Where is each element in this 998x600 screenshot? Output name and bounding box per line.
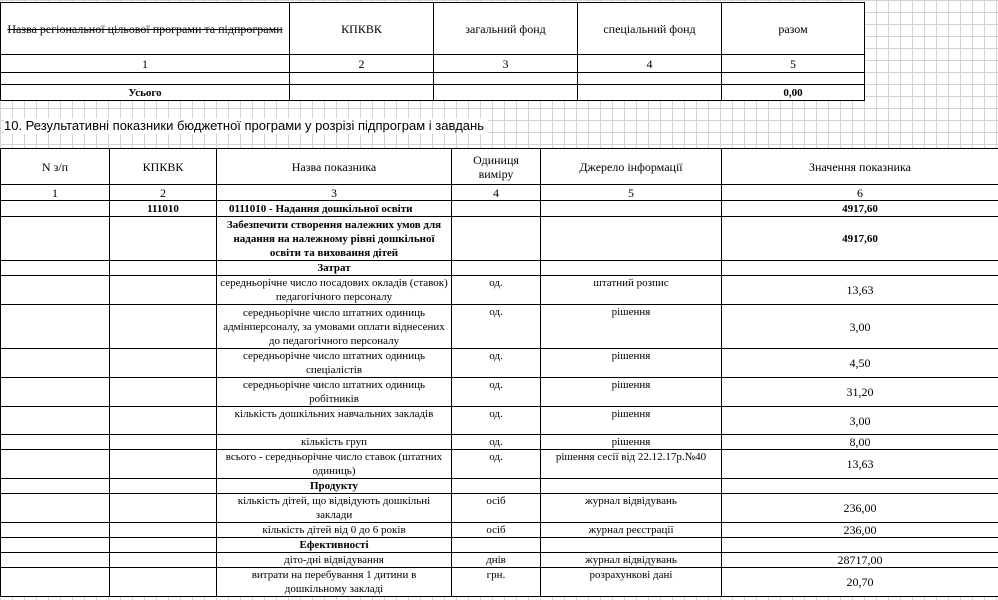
header-kpkvk: КПКВК [290,3,434,55]
empty-cell [1,276,110,305]
indicator-source: рішення [541,305,722,349]
empty-cell [110,523,217,538]
indicator-value: 3,00 [722,305,998,349]
col-number: 5 [722,55,865,73]
indicator-name: середньорічне число штатних одиниць спеціалістів [217,349,452,378]
indicator-source: розрахункові дані [541,568,722,597]
group-product: Продукту [217,479,452,494]
empty-cell [578,73,722,85]
empty-cell [110,568,217,597]
indicator-name: середньорічне число штатних одиниць адмінперсоналу, за умовами оплати віднесених до педагогічного персоналу [217,305,452,349]
performance-indicators-table [0,148,998,597]
empty-cell [1,538,110,553]
empty-cell [541,479,722,494]
empty-cell [434,73,578,85]
indicator-value: 3,00 [722,407,998,435]
col-number: 3 [217,185,452,201]
empty-cell [1,261,110,276]
indicator-name: всього - середньорічне число ставок (штатних одиниць) [217,450,452,479]
empty-cell [1,201,110,217]
indicator-source: журнал реєстрації [541,523,722,538]
col-number: 3 [434,55,578,73]
header-kpkvk: КПКВК [110,149,217,185]
empty-cell [722,538,998,553]
total-label: Усього [1,85,290,101]
indicator-value: 4,50 [722,349,998,378]
empty-cell [290,85,434,101]
empty-cell [110,349,217,378]
empty-cell [290,73,434,85]
indicator-name: діто-дні відвідування [217,553,452,568]
indicator-value: 28717,00 [722,553,998,568]
empty-cell [722,479,998,494]
empty-cell [1,450,110,479]
empty-cell [110,450,217,479]
col-number: 5 [541,185,722,201]
empty-cell [452,261,541,276]
indicator-unit: од. [452,407,541,435]
indicator-name: середньорічне число штатних одиниць робітників [217,378,452,407]
indicator-value: 8,00 [722,435,998,450]
task-value: 4917,60 [722,217,998,261]
empty-cell [1,568,110,597]
empty-cell [1,479,110,494]
header-program-name: Назва регіональної цільової програми та підпрограми [1,3,290,55]
indicator-unit: осіб [452,494,541,523]
empty-cell [578,85,722,101]
program-code: 111010 [110,201,217,217]
section-10-title: 10. Результативні показники бюджетної програми у розрізі підпрограм і завдань [4,118,488,134]
indicator-unit: од. [452,305,541,349]
empty-cell [541,261,722,276]
program-name: 0111010 - Надання дошкільної освіти [217,201,452,217]
indicator-name: витрати на перебування 1 дитини в дошкільному закладі [217,568,452,597]
indicator-unit: од. [452,435,541,450]
empty-cell [1,553,110,568]
indicator-value: 31,20 [722,378,998,407]
empty-cell [452,538,541,553]
col-number: 2 [110,185,217,201]
header-indicator-name: Назва показника [217,149,452,185]
indicator-value: 13,63 [722,276,998,305]
indicator-source: рішення [541,349,722,378]
empty-cell [110,538,217,553]
indicator-source: рішення [541,407,722,435]
empty-cell [110,305,217,349]
empty-cell [110,494,217,523]
empty-cell [110,407,217,435]
col-number: 4 [578,55,722,73]
header-total: разом [722,3,865,55]
header-general-fund: загальний фонд [434,3,578,55]
indicator-value: 13,63 [722,450,998,479]
header-number: N з/п [1,149,110,185]
empty-cell [110,217,217,261]
indicator-unit: грн. [452,568,541,597]
empty-cell [452,201,541,217]
empty-cell [110,435,217,450]
header-special-fund: спеціальний фонд [578,3,722,55]
indicator-name: середньорічне число посадових окладів (ставок) педагогічного персоналу [217,276,452,305]
empty-cell [1,435,110,450]
indicator-source: журнал відвідувань [541,553,722,568]
indicator-name: кількість груп [217,435,452,450]
empty-cell [722,261,998,276]
header-value: Значення показника [722,149,998,185]
header-unit: Одиниця виміру [452,149,541,185]
empty-cell [1,407,110,435]
col-number: 6 [722,185,998,201]
empty-cell [1,378,110,407]
empty-cell [434,85,578,101]
indicator-name: кількість дошкільних навчальних закладів [217,407,452,435]
empty-cell [541,217,722,261]
empty-cell [1,349,110,378]
group-efficiency: Ефективності [217,538,452,553]
empty-cell [1,305,110,349]
col-number: 4 [452,185,541,201]
col-number: 1 [1,185,110,201]
task-name: Забезпечити створення належних умов для надання на належному рівні дошкільної освіти та виховання дітей [217,217,452,261]
total-value: 0,00 [722,85,865,101]
indicator-unit: од. [452,349,541,378]
empty-cell [541,201,722,217]
empty-cell [1,73,290,85]
indicator-value: 20,70 [722,568,998,597]
indicator-value: 236,00 [722,494,998,523]
empty-cell [110,261,217,276]
indicator-unit: од. [452,450,541,479]
empty-cell [452,479,541,494]
indicator-source: штатний розпис [541,276,722,305]
empty-cell [110,378,217,407]
header-source: Джерело інформації [541,149,722,185]
indicator-source: рішення сесії від 22.12.17р.№40 [541,450,722,479]
indicator-source: рішення [541,378,722,407]
indicator-name: кількість дітей, що відвідують дошкільні заклади [217,494,452,523]
empty-cell [452,217,541,261]
indicator-value: 236,00 [722,523,998,538]
empty-cell [110,479,217,494]
indicator-unit: од. [452,378,541,407]
empty-cell [110,553,217,568]
empty-cell [110,276,217,305]
program-value: 4917,60 [722,201,998,217]
empty-cell [1,523,110,538]
empty-cell [1,494,110,523]
col-number: 1 [1,55,290,73]
indicator-name: кількість дітей від 0 до 6 років [217,523,452,538]
regional-programs-table [0,2,865,101]
indicator-unit: днів [452,553,541,568]
empty-cell [541,538,722,553]
indicator-source: журнал відвідувань [541,494,722,523]
group-costs: Затрат [217,261,452,276]
empty-cell [1,217,110,261]
indicator-unit: осіб [452,523,541,538]
empty-cell [722,73,865,85]
indicator-source: рішення [541,435,722,450]
indicator-unit: од. [452,276,541,305]
col-number: 2 [290,55,434,73]
